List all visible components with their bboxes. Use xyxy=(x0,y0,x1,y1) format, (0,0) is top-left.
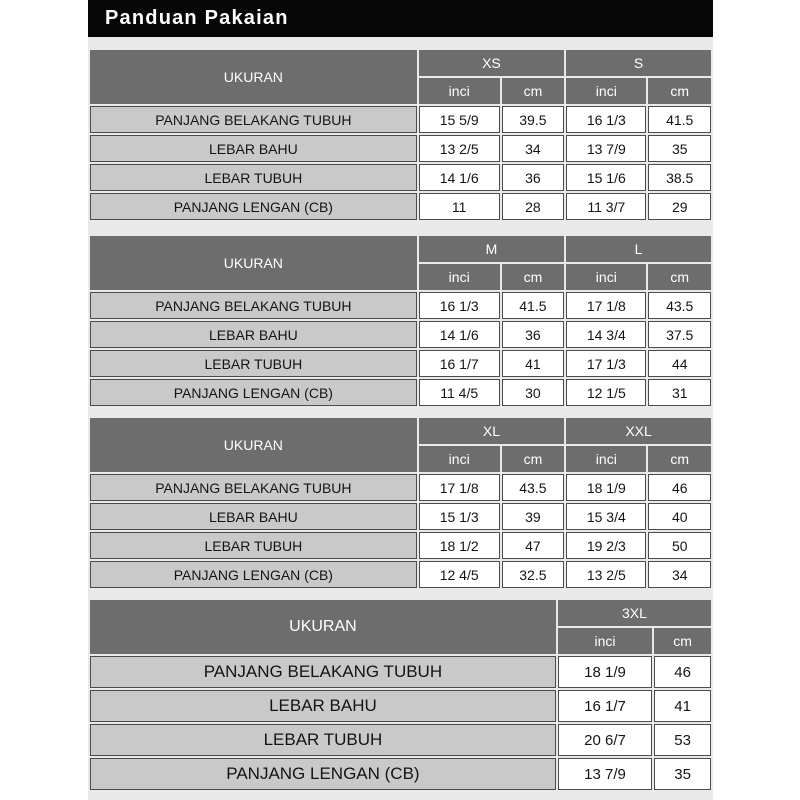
value-cell: 35 xyxy=(648,135,711,162)
unit-header-inci: inci xyxy=(566,264,646,290)
row-label: PANJANG BELAKANG TUBUH xyxy=(90,292,417,319)
value-cell: 41.5 xyxy=(648,106,711,133)
value-cell: 41.5 xyxy=(502,292,565,319)
size-table-xs-s xyxy=(88,48,713,222)
unit-header-inci: inci xyxy=(419,78,500,104)
value-cell: 11 4/5 xyxy=(419,379,500,406)
value-cell: 30 xyxy=(502,379,565,406)
value-cell: 34 xyxy=(502,135,565,162)
value-cell: 28 xyxy=(502,193,565,220)
value-cell: 37.5 xyxy=(648,321,711,348)
size-header-3xl: 3XL xyxy=(558,600,711,626)
value-cell: 16 1/7 xyxy=(558,690,652,722)
unit-header-inci: inci xyxy=(566,78,646,104)
value-cell: 11 xyxy=(419,193,500,220)
size-table-3xl xyxy=(88,598,713,792)
value-cell: 41 xyxy=(654,690,711,722)
value-cell: 13 7/9 xyxy=(558,758,652,790)
value-cell: 43.5 xyxy=(648,292,711,319)
table-row xyxy=(90,135,711,162)
size-header-xl: XL xyxy=(419,418,564,444)
value-cell: 53 xyxy=(654,724,711,756)
row-label: LEBAR TUBUH xyxy=(90,724,556,756)
value-cell: 41 xyxy=(502,350,565,377)
unit-header-cm: cm xyxy=(648,78,711,104)
value-cell: 38.5 xyxy=(648,164,711,191)
unit-header-inci: inci xyxy=(566,446,646,472)
column-header-ukuran: UKURAN xyxy=(90,600,556,654)
size-guide-panel xyxy=(88,0,713,800)
value-cell: 12 1/5 xyxy=(566,379,646,406)
row-label: LEBAR BAHU xyxy=(90,690,556,722)
size-table-xl-xxl xyxy=(88,416,713,590)
row-label: PANJANG BELAKANG TUBUH xyxy=(90,106,417,133)
value-cell: 17 1/8 xyxy=(419,474,500,501)
unit-header-cm: cm xyxy=(502,446,565,472)
row-label: LEBAR TUBUH xyxy=(90,164,417,191)
unit-header-cm: cm xyxy=(502,78,565,104)
unit-header-inci: inci xyxy=(419,446,500,472)
value-cell: 14 1/6 xyxy=(419,321,500,348)
value-cell: 32.5 xyxy=(502,561,565,588)
size-header-s: S xyxy=(566,50,711,76)
unit-header-cm: cm xyxy=(654,628,711,654)
table-row xyxy=(90,656,711,688)
row-label: PANJANG LENGAN (CB) xyxy=(90,379,417,406)
column-header-ukuran: UKURAN xyxy=(90,236,417,290)
value-cell: 46 xyxy=(648,474,711,501)
value-cell: 20 6/7 xyxy=(558,724,652,756)
row-label: PANJANG LENGAN (CB) xyxy=(90,193,417,220)
size-header-m: M xyxy=(419,236,564,262)
unit-header-cm: cm xyxy=(648,264,711,290)
value-cell: 40 xyxy=(648,503,711,530)
value-cell: 36 xyxy=(502,164,565,191)
table-row xyxy=(90,321,711,348)
value-cell: 19 2/3 xyxy=(566,532,646,559)
table-row xyxy=(90,724,711,756)
table-row xyxy=(90,292,711,319)
row-label: PANJANG LENGAN (CB) xyxy=(90,561,417,588)
column-header-ukuran: UKURAN xyxy=(90,50,417,104)
table-row xyxy=(90,758,711,790)
value-cell: 13 2/5 xyxy=(419,135,500,162)
table-row xyxy=(90,106,711,133)
row-label: PANJANG BELAKANG TUBUH xyxy=(90,656,556,688)
column-header-ukuran: UKURAN xyxy=(90,418,417,472)
value-cell: 13 2/5 xyxy=(566,561,646,588)
unit-header-inci: inci xyxy=(419,264,500,290)
row-label: PANJANG LENGAN (CB) xyxy=(90,758,556,790)
value-cell: 43.5 xyxy=(502,474,565,501)
value-cell: 15 5/9 xyxy=(419,106,500,133)
table-row xyxy=(90,350,711,377)
value-cell: 16 1/7 xyxy=(419,350,500,377)
table-row xyxy=(90,503,711,530)
size-header-l: L xyxy=(566,236,711,262)
size-table-m-l xyxy=(88,234,713,408)
table-row xyxy=(90,193,711,220)
value-cell: 15 3/4 xyxy=(566,503,646,530)
value-cell: 39 xyxy=(502,503,565,530)
size-header-xxl: XXL xyxy=(566,418,711,444)
value-cell: 34 xyxy=(648,561,711,588)
value-cell: 14 1/6 xyxy=(419,164,500,191)
row-label: LEBAR TUBUH xyxy=(90,532,417,559)
table-row xyxy=(90,164,711,191)
row-label: LEBAR BAHU xyxy=(90,135,417,162)
value-cell: 44 xyxy=(648,350,711,377)
row-label: LEBAR BAHU xyxy=(90,321,417,348)
value-cell: 16 1/3 xyxy=(419,292,500,319)
value-cell: 31 xyxy=(648,379,711,406)
value-cell: 12 4/5 xyxy=(419,561,500,588)
size-header-xs: XS xyxy=(419,50,564,76)
unit-header-cm: cm xyxy=(648,446,711,472)
value-cell: 17 1/3 xyxy=(566,350,646,377)
page-title: Panduan Pakaian xyxy=(88,0,713,37)
value-cell: 17 1/8 xyxy=(566,292,646,319)
value-cell: 29 xyxy=(648,193,711,220)
value-cell: 36 xyxy=(502,321,565,348)
value-cell: 50 xyxy=(648,532,711,559)
unit-header-cm: cm xyxy=(502,264,565,290)
value-cell: 18 1/9 xyxy=(558,656,652,688)
value-cell: 13 7/9 xyxy=(566,135,646,162)
row-label: LEBAR BAHU xyxy=(90,503,417,530)
value-cell: 15 1/6 xyxy=(566,164,646,191)
value-cell: 11 3/7 xyxy=(566,193,646,220)
value-cell: 35 xyxy=(654,758,711,790)
value-cell: 46 xyxy=(654,656,711,688)
table-row xyxy=(90,474,711,501)
value-cell: 47 xyxy=(502,532,565,559)
table-row xyxy=(90,690,711,722)
table-row xyxy=(90,532,711,559)
value-cell: 16 1/3 xyxy=(566,106,646,133)
row-label: PANJANG BELAKANG TUBUH xyxy=(90,474,417,501)
row-label: LEBAR TUBUH xyxy=(90,350,417,377)
value-cell: 39.5 xyxy=(502,106,565,133)
value-cell: 14 3/4 xyxy=(566,321,646,348)
value-cell: 18 1/2 xyxy=(419,532,500,559)
table-row xyxy=(90,561,711,588)
unit-header-inci: inci xyxy=(558,628,652,654)
value-cell: 15 1/3 xyxy=(419,503,500,530)
table-row xyxy=(90,379,711,406)
value-cell: 18 1/9 xyxy=(566,474,646,501)
